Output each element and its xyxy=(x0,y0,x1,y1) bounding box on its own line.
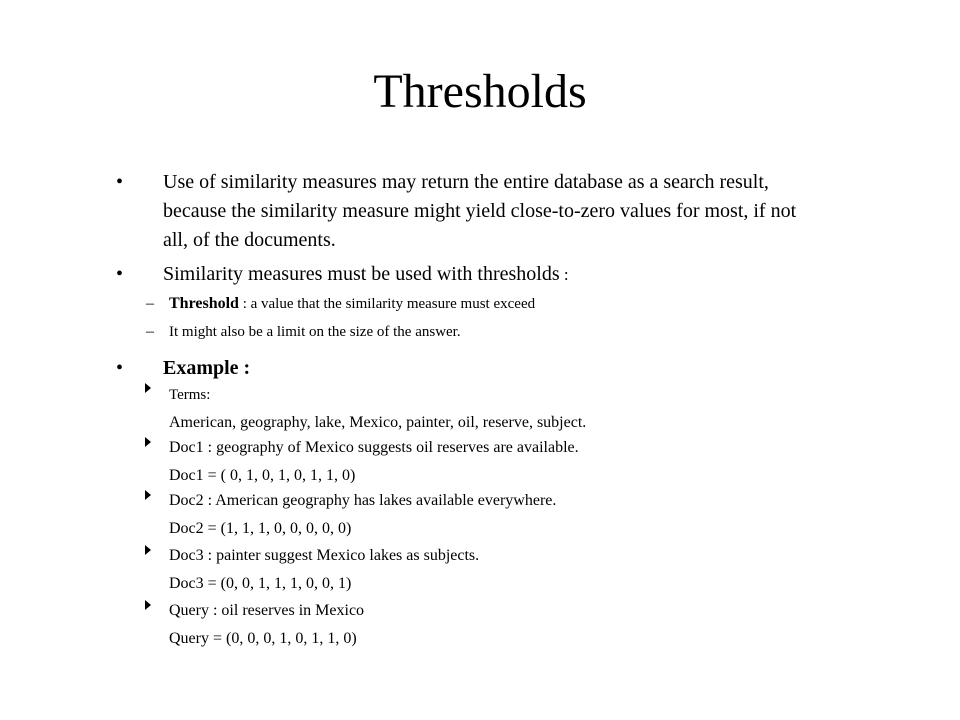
sub-item-limit: It might also be a limit on the size of the answer. xyxy=(169,324,461,340)
sub-item-dash: – xyxy=(146,323,154,340)
threshold-definition: : a value that the similarity measure must exceed xyxy=(238,296,536,312)
example-doc3-vector: Doc3 = (0, 0, 1, 1, 1, 0, 0, 1) xyxy=(169,575,352,592)
example-terms-detail: American, geography, lake, Mexico, painter, oil, reserve, subject. xyxy=(169,414,587,431)
example-doc1-vector: Doc1 = ( 0, 1, 0, 1, 0, 1, 1, 0) xyxy=(169,467,356,484)
triangle-right-icon xyxy=(145,490,151,500)
example-heading: Example : xyxy=(163,357,251,379)
bullet-2-main: Similarity measures must be used with thresholds xyxy=(163,263,560,285)
triangle-right-icon xyxy=(145,383,151,393)
bullet-dot: • xyxy=(116,357,124,379)
threshold-term: Threshold xyxy=(169,295,239,312)
triangle-right-icon xyxy=(145,600,151,610)
sub-item-dash: – xyxy=(146,295,154,312)
triangle-right-icon xyxy=(145,545,151,555)
bullet-1-line-2: because the similarity measure might yield close-to-zero values for most, if not xyxy=(163,200,797,222)
slide-title: Thresholds xyxy=(373,65,587,118)
example-query-vector: Query = (0, 0, 0, 1, 0, 1, 1, 0) xyxy=(169,630,357,647)
bullet-1-line-1: Use of similarity measures may return the entire database as a search result, xyxy=(163,171,769,193)
example-doc1-label: Doc1 : geography of Mexico suggests oil reserves are available. xyxy=(169,439,579,456)
bullet-2-suffix: : xyxy=(559,265,569,284)
sub-item-threshold xyxy=(169,294,535,314)
bullet-1-line-3: all, of the documents. xyxy=(163,229,336,251)
bullet-dot: • xyxy=(116,171,124,193)
bullet-dot: • xyxy=(116,263,124,285)
bullet-2-text xyxy=(163,262,883,287)
example-doc3-label: Doc3 : painter suggest Mexico lakes as subjects. xyxy=(169,547,480,564)
triangle-right-icon xyxy=(145,437,151,447)
example-doc2-label: Doc2 : American geography has lakes available everywhere. xyxy=(169,492,557,509)
example-query-label: Query : oil reserves in Mexico xyxy=(169,602,365,619)
example-terms-label: Terms: xyxy=(169,387,211,403)
example-doc2-vector: Doc2 = (1, 1, 1, 0, 0, 0, 0, 0) xyxy=(169,520,352,537)
